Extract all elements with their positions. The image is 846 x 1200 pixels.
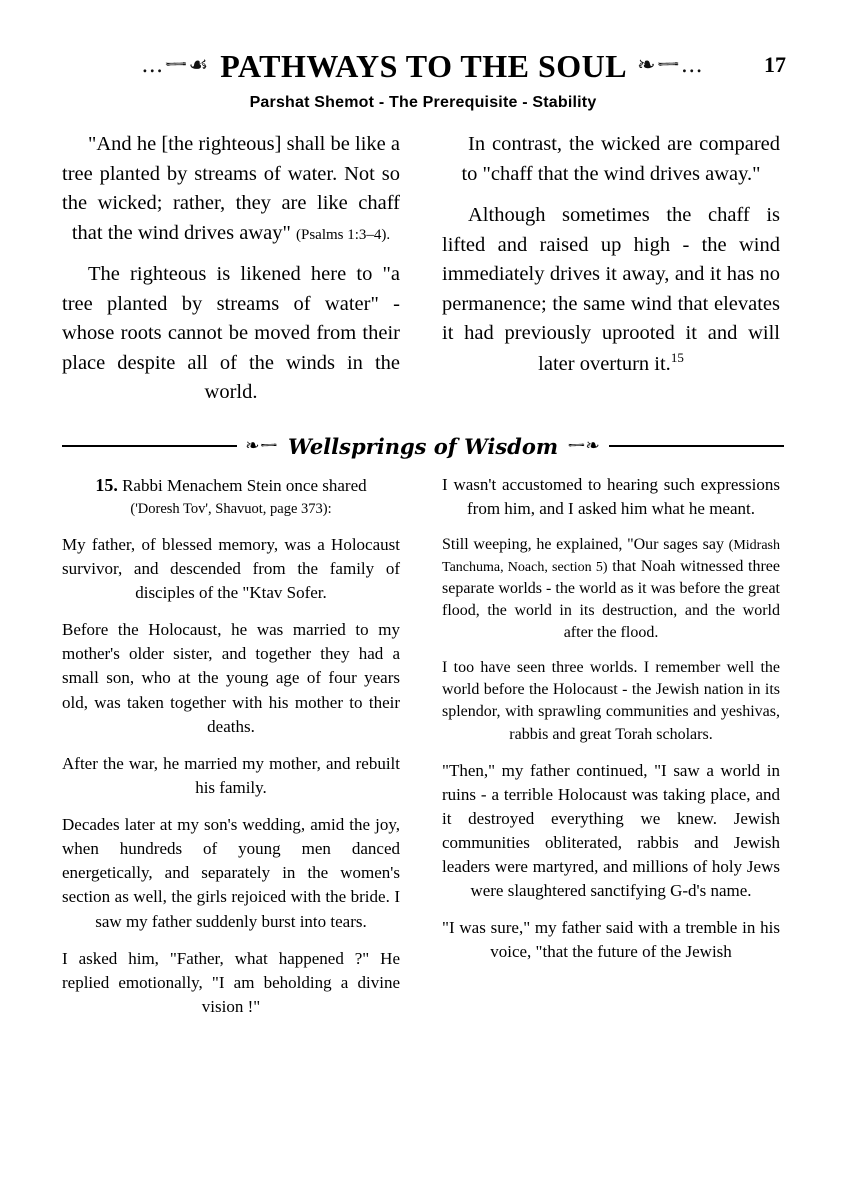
footnote-entry — [442, 759, 780, 904]
footnotes-body — [62, 473, 784, 1032]
footnote-text: Decades later at my son's wedding, amid the joy, when hundreds of young men danced energetically, and separately in the women's section as well, the girls rejoiced with the bride. I saw my father suddenly burst into tears. — [62, 815, 400, 931]
page-number: 17 — [764, 52, 786, 77]
footnote-text: Still weeping, he explained, "Our sages say — [442, 535, 729, 553]
paragraph-source: (Psalms 1:3–4). — [295, 226, 391, 243]
footnote-entry — [442, 534, 780, 644]
footnote-marker: 15 — [670, 349, 684, 365]
divider-flourish-left-icon: ❧ᆖ — [245, 435, 278, 456]
footnote-entry — [62, 533, 400, 605]
wellsprings-divider — [62, 434, 784, 459]
footnote-text: "Then," my father continued, "I saw a world in ruins - a terrible Holocaust was taking place, and it destroyed everything we knew. Jewish communities obliterated, rabbis and Jewish leaders were martyred, and millions of holy Jews were slaughtered sanctifying G-d's name. — [442, 760, 780, 901]
main-body — [62, 130, 784, 420]
paragraph-text: The righteous is likened here to "a tree planted by streams of water" - whose roots cannot be moved from their place despite all of the winds in the world. — [62, 263, 400, 404]
footnote-entry — [442, 916, 780, 964]
paragraph — [62, 260, 400, 408]
footnotes-left-column — [62, 473, 400, 1032]
divider-flourish-right-icon: ᆖ❧ — [568, 435, 601, 456]
main-right-column — [442, 130, 780, 420]
footnote-text: I too have seen three worlds. I remember well the world before the Holocaust - the Jewish nation in its splendor, with sprawling communities and yeshivas, rabbis and great Torah scholars. — [442, 659, 780, 743]
main-left-column — [62, 130, 400, 420]
footnote-entry — [62, 752, 400, 800]
footnote-number: 15. — [95, 474, 118, 495]
paragraph-text: In contrast, the wicked are compared to "chaff that the wind drives away." — [461, 133, 780, 185]
footnote-text-after: that Noah witnessed three separate worlds - the world as it was before the great flood, the world in its destruction, and the world after the flood. — [442, 557, 780, 642]
page-subtitle: Parshat Shemot - The Prerequisite - Stability — [249, 94, 597, 111]
divider-rule-right — [609, 445, 784, 447]
footnote-text: "I was sure," my father said with a tremble in his voice, "that the future of the Jewish — [442, 918, 780, 962]
footnote-citation: ('Doresh Tov', Shavuot, page 373): — [130, 501, 332, 518]
wellsprings-label: Wellsprings of Wisdom — [287, 433, 559, 459]
footnote-entry — [62, 618, 400, 739]
divider-rule-left — [62, 445, 237, 447]
footnote-entry — [442, 473, 780, 521]
flourish-right-icon: ❧ᆖ… — [637, 53, 705, 78]
footnote-entry — [442, 657, 780, 745]
footnotes-right-column — [442, 473, 780, 1032]
footnote-entry — [62, 813, 400, 934]
paragraph-text: "And he [the righteous] shall be like a tree planted by streams of water. Not so the wicked; rather, they are like chaff that the wind drives away" — [62, 133, 400, 244]
paragraph — [442, 130, 780, 189]
page-header — [60, 44, 786, 92]
book-title: PATHWAYS TO THE SOUL — [220, 47, 628, 84]
footnote-inline-citation: (Midrash Tanchuma, Noach, section 5) — [442, 537, 780, 575]
footnote-text: After the war, he married my mother, and rebuilt his family. — [62, 753, 400, 797]
footnote-text: My father, of blessed memory, was a Holocaust survivor, and descended from the family of disciples of the "Ktav Sofer. — [62, 534, 400, 603]
footnote-text: I asked him, "Father, what happened ?" He replied emotionally, "I am beholding a divine vision !" — [62, 948, 400, 1016]
footnote-entry — [62, 947, 400, 1019]
header-title-row — [60, 44, 786, 88]
flourish-left-icon: …ᆖ☙ — [141, 53, 211, 78]
footnote-text: I wasn't accustomed to hearing such expressions from him, and I asked him what he meant. — [442, 474, 780, 518]
footnote-entry — [62, 473, 400, 520]
footnote-text: Before the Holocaust, he was married to my mother's older sister, and together they had a small son, who at the young age of four years old, was taken together with his mother to their deaths. — [62, 620, 400, 736]
footnote-text: Rabbi Menachem Stein once shared — [122, 475, 367, 495]
paragraph — [62, 130, 400, 248]
paragraph — [442, 201, 780, 379]
paragraph-text: Although sometimes the chaff is lifted and raised up high - the wind immediately drives it away, and it has no permanence; the same wind that elevates it had previously uprooted it and will later overturn it. — [442, 204, 780, 375]
